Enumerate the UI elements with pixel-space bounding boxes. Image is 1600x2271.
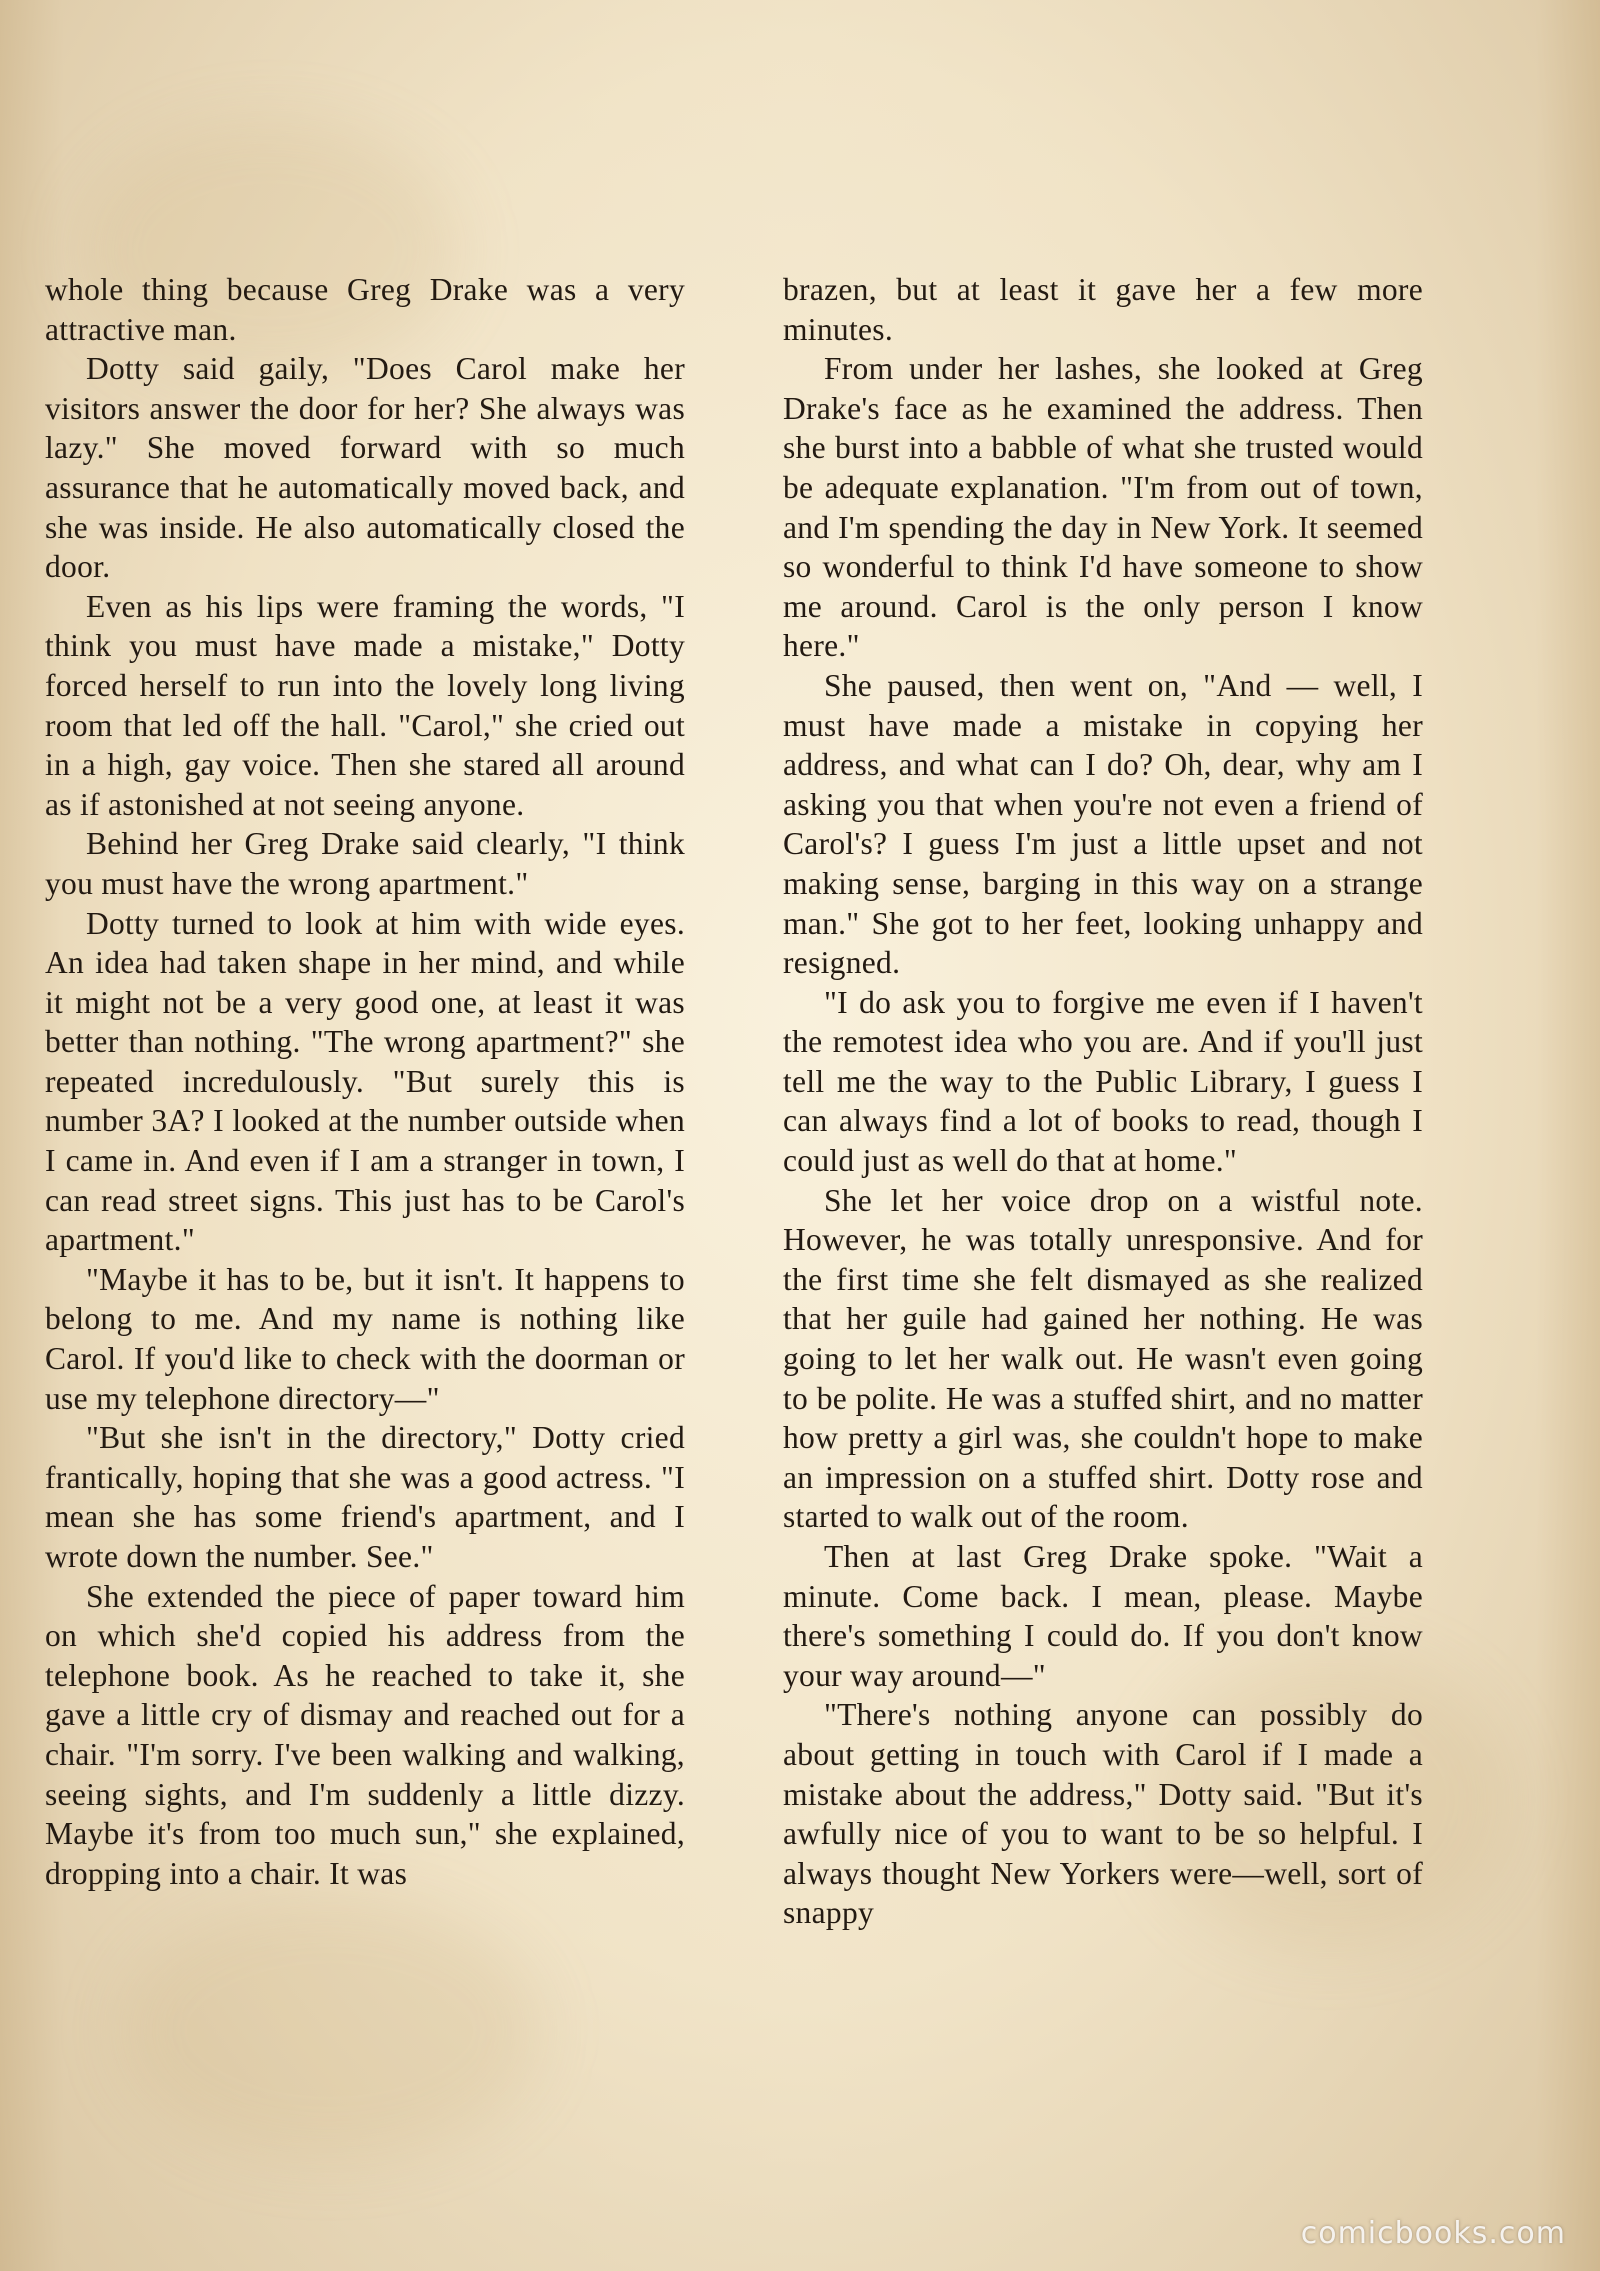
paragraph: whole thing because Greg Drake was a very attractive man. [45,272,685,347]
site-watermark: comicbooks.com [1300,2216,1566,2251]
paragraph: From under her lashes, she looked at Greg Drake's face as he examined the address. Then she burst into a babble of what she trusted would be adequate explanation. "I'm from out of town, and I'm spending the day in New York. It seemed so wonderful to think I'd have someone to show me around. Carol is the only person I know here." [783,351,1423,664]
paragraph: Dotty said gaily, "Does Carol make her visitors answer the door for her? She always was lazy." She moved forward with so much assurance that he automatically moved back, and she was inside. He also automatically closed the door. [45,351,685,585]
paper-stain [120,1900,540,2160]
paragraph: Even as his lips were framing the words, "I think you must have made a mistake," Dotty forced herself to run into the lovely long living room that led off the hall. "Carol," she cried out in a high, gay voice. Then she stared all around as if astonished at not seeing anyone. [45,588,685,822]
paragraph: "I do ask you to forgive me even if I haven't the remotest idea who you are. And if you'll just tell me the way to the Public Library, I guess I can always find a lot of books to read, though I could just as well do that at home." [783,984,1423,1179]
paragraph: Then at last Greg Drake spoke. "Wait a minute. Come back. I mean, please. Maybe there's something I could do. If you don't know your way around—" [783,1539,1423,1693]
paragraph: She extended the piece of paper toward him on which she'd copied his address from the telephone book. As he reached to take it, she gave a little cry of dismay and reached out for a chair. "I'm sorry. I've been walking and walking, seeing sights, and I'm suddenly a little dizzy. Maybe it's from too much sun," she explained, dropping into a chair. It was [45,1578,685,1891]
text-column-left [45,270,685,1893]
paragraph: "Maybe it has to be, but it isn't. It happens to belong to me. And my name is nothing like Carol. If you'd like to check with the doorman or use my telephone directory—" [45,1261,685,1416]
paragraph: Behind her Greg Drake said clearly, "I think you must have the wrong apartment." [45,826,685,901]
paragraph: brazen, but at least it gave her a few more minutes. [783,272,1423,347]
text-column-right [783,270,1423,1933]
paragraph: "There's nothing anyone can possibly do about getting in touch with Carol if I made a mistake about the address," Dotty said. "But it's awfully nice of you to want to be so helpful. I always thought New Yorkers were—well, sort of snappy [783,1697,1423,1931]
paragraph: "But she isn't in the directory," Dotty cried frantically, hoping that she was a good actress. "I mean she has some friend's apartment, and I wrote down the number. See." [45,1420,685,1574]
paragraph: She paused, then went on, "And — well, I must have made a mistake in copying her address, and what can I do? Oh, dear, why am I asking you that when you're not even a friend of Carol's? I guess I'm just a little upset and not making sense, barging in this way on a strange man." She got to her feet, looking unhappy and resigned. [783,667,1423,981]
paragraph: She let her voice drop on a wistful note. However, he was totally unresponsive. And for the first time she felt dismayed as she realized that her guile had gained her nothing. He was going to let her walk out. He wasn't even going to be polite. He was a stuffed shirt, and no matter how pretty a girl was, she couldn't hope to make an impression on a stuffed shirt. Dotty rose and started to walk out of the room. [783,1182,1423,1535]
paragraph: Dotty turned to look at him with wide eyes. An idea had taken shape in her mind, and while it might not be a very good one, at least it was better than nothing. "The wrong apartment?" she repeated incredulously. "But surely this is number 3A? I looked at the number outside when I came in. And even if I am a stranger in town, I can read street signs. This just has to be Carol's apartment." [45,905,685,1258]
